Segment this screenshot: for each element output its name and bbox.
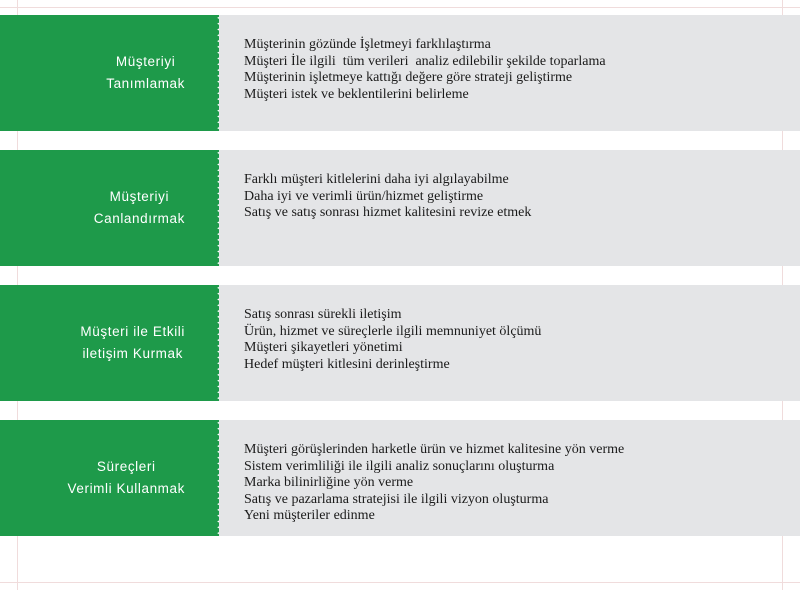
- row-label: [80, 321, 185, 365]
- row-label: [106, 51, 185, 95]
- row-effective-communication: [0, 285, 800, 401]
- row-label-box: [0, 15, 219, 131]
- list-item: Hedef müşteri kitlesini derinleştirme: [244, 356, 450, 372]
- row-content: [219, 15, 800, 131]
- row-content: [219, 150, 800, 266]
- row-label-box: [0, 150, 219, 266]
- list-item: Satış ve satış sonrası hizmet kalitesini revize etmek: [244, 205, 532, 220]
- list-item: Müşteri görüşlerinden harketle ürün ve hizmet kalitesine yön verme: [244, 442, 625, 457]
- list-item: Müşterinin işletmeye kattığı değere göre strateji geliştirme: [244, 70, 573, 85]
- row-label-line-1: Müşteri ile Etkili: [80, 324, 185, 339]
- row-content: [219, 420, 800, 536]
- row-item-list: [219, 37, 800, 103]
- list-item: Ürün, hizmet ve süreçlerle ilgili memnuniyet ölçümü: [244, 323, 542, 339]
- row-revive-customer: [0, 150, 800, 266]
- row-item-list: [219, 172, 800, 222]
- list-item: Müşteri istek ve beklentilerini belirleme: [244, 86, 469, 102]
- row-label-line-2: Verimli Kullanmak: [67, 481, 185, 496]
- row-label-box: [0, 285, 219, 401]
- row-item-list: [219, 307, 800, 373]
- row-label-line-1: Müşteriyi: [115, 54, 176, 69]
- list-item: Sistem verimliliği ile ilgili analiz sonuçlarını oluşturma: [244, 458, 555, 474]
- row-label-box: [0, 420, 219, 536]
- list-item: Satış ve pazarlama stratejisi ile ilgili vizyon oluşturma: [244, 491, 549, 507]
- list-item: Yeni müşteriler edinme: [244, 508, 375, 523]
- frame-line-top: [0, 7, 800, 8]
- row-label-line-1: Süreçleri: [96, 459, 156, 474]
- list-item: Müşteri şikayetleri yönetimi: [244, 340, 403, 355]
- list-item: Marka bilinirliğine yön verme: [244, 475, 414, 490]
- row-label-line-2: Canlandırmak: [93, 211, 185, 226]
- row-label-line-2: Tanımlamak: [106, 76, 185, 91]
- row-efficient-processes: [0, 420, 800, 536]
- list-item: Farklı müşteri kitlelerini daha iyi algılayabilme: [244, 172, 509, 187]
- row-content: [219, 285, 800, 401]
- row-item-list: [219, 442, 800, 525]
- row-label-line-2: iletişim Kurmak: [82, 346, 183, 361]
- list-item: Müşterinin gözünde İşletmeyi farklılaştırma: [244, 37, 491, 52]
- row-label: [68, 456, 186, 500]
- row-label-line-1: Müşteriyi: [109, 189, 170, 204]
- frame-line-bottom: [0, 582, 800, 583]
- row-label: [94, 186, 185, 230]
- list-item: Daha iyi ve verimli ürün/hizmet geliştirme: [244, 188, 484, 204]
- list-item: Satış sonrası sürekli iletişim: [244, 307, 402, 322]
- list-item: Müşteri İle ilgili tüm verileri analiz edilebilir şekilde toparlama: [244, 53, 606, 69]
- row-define-customer: [0, 15, 800, 131]
